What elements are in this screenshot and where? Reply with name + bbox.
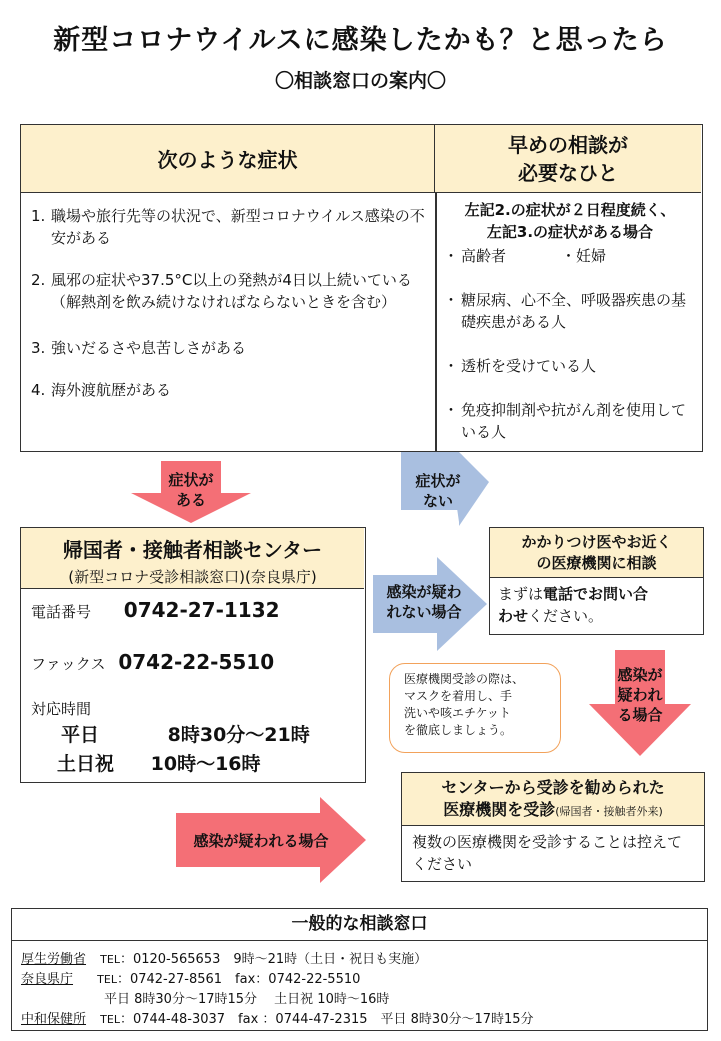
holiday-hours-row: [57, 749, 261, 776]
hours-label: 対応時間: [31, 700, 92, 718]
note-line1: 医療機関受診の際は、: [404, 672, 525, 686]
bullet: ・: [443, 357, 459, 375]
not-suspected-line2: れない場合: [386, 603, 462, 621]
mhlw-name[interactable]: 厚生労働省: [21, 952, 87, 967]
symptom-list: [31, 205, 431, 421]
family-doctor-body-bold1: 電話でお問い合: [543, 585, 649, 603]
tel-number[interactable]: 0742-27-1132: [123, 598, 280, 622]
weekday-hours-row: [61, 720, 310, 747]
suspected-right-label: [612, 665, 668, 725]
elderly-label: 高齢者: [461, 247, 507, 265]
symptom-text: 職場や旅行先等の状況で、新型コロナウイルス感染の不安がある: [51, 207, 425, 247]
general-consultation-box: [11, 908, 708, 1031]
suspected-right-line1: 感染が: [617, 666, 663, 684]
early-header-line1: 早めの相談が: [508, 132, 628, 157]
center-tel-row: [31, 598, 280, 622]
tel-label: 電話番号: [31, 603, 92, 621]
family-doctor-head-line1: かかりつけ医やお近く: [521, 533, 672, 551]
symptom-table: [20, 124, 703, 452]
symptom-yes-line1: 症状が: [168, 471, 214, 489]
early-item-immuno: [441, 399, 699, 443]
symptom-item-1: [31, 205, 431, 249]
early-item-text: 透析を受けている人: [461, 357, 597, 375]
mhlw-tel-label: TEL: [100, 953, 120, 966]
symptom-yes-line2: ある: [175, 491, 206, 509]
page-title: 新型コロナウイルスに感染したかも？と思ったら: [53, 25, 668, 56]
chuwa-name[interactable]: 中和保健所: [21, 1012, 87, 1027]
suspected-bottom-label: 感染が疑われる場合: [193, 832, 329, 850]
fax-number: 0742-22-5510: [118, 650, 275, 674]
family-doctor-box: [489, 527, 704, 635]
early-item-text: 糖尿病、心不全、呼吸器疾患の基礎疾患がある人: [461, 291, 687, 331]
center-subname: (新型コロナ受診相談窓口)(奈良県庁): [68, 568, 317, 586]
consultation-center-box: [20, 527, 366, 783]
nara-name[interactable]: 奈良県庁: [21, 972, 74, 987]
holiday-hours: 10時～16時: [150, 753, 261, 775]
not-suspected-line1: 感染が疑わ: [386, 583, 462, 601]
nara-info: ：0742-27-8561 fax：0742-22-5510: [116, 972, 361, 987]
chuwa-tel-label: TEL: [100, 1013, 120, 1026]
page-subtitle: 〇相談窓口の案内〇: [274, 70, 446, 92]
symptom-text: 海外渡航歴がある: [51, 381, 172, 399]
center-fax-row: [31, 650, 274, 674]
early-item-elderly-pregnant: [441, 245, 699, 267]
general-header: 一般的な相談窓口: [12, 909, 707, 941]
recommended-body: 複数の医療機関を受診することは控えてください: [412, 833, 683, 873]
recommended-head-line2: 医療機関を受診: [443, 800, 556, 819]
fax-label: ファックス: [31, 655, 106, 673]
nara-tel-label: TEL: [97, 973, 117, 986]
family-doctor-head-line2: の医療機関に相談: [536, 554, 657, 572]
bullet: ・: [443, 247, 459, 265]
pregnant-label: ・妊婦: [561, 247, 607, 265]
mhlw-row: [21, 948, 427, 967]
bullet: ・: [443, 291, 459, 309]
family-doctor-body-pre: まずは: [498, 585, 544, 603]
symptom-number: 3.: [31, 339, 46, 357]
recommended-header: [402, 773, 704, 826]
bullet: ・: [443, 401, 459, 419]
note-line4: を徹底しましょう。: [404, 723, 513, 737]
symptom-number: 2.: [31, 271, 46, 289]
recommended-head-line1: センターから受診を勧められた: [441, 778, 665, 797]
early-item-dialysis: [441, 355, 699, 377]
center-header: [21, 528, 364, 589]
symptom-text: 風邪の症状や37.5°C以上の発熱が4日以上続いている（解熱剤を飲み続けなければならないときを含む）: [51, 271, 412, 311]
suspected-right-line2: 疑われ: [617, 686, 663, 704]
family-doctor-body-post: ください。: [528, 607, 604, 625]
hygiene-note: [389, 663, 561, 753]
chuwa-row: [21, 1008, 534, 1027]
symptom-no-line2: ない: [422, 492, 453, 510]
early-condition-line1: 左記2.の症状が２日程度続く、: [464, 201, 676, 219]
symptoms-header: 次のような症状: [21, 125, 435, 193]
recommended-clinic-box: [401, 772, 705, 882]
symptom-item-2: [31, 269, 431, 313]
symptom-no-line1: 症状が: [415, 472, 461, 490]
symptom-no-label: [408, 471, 468, 511]
chuwa-info: ：0744-48-3037 fax ：0744-47-2315 平日 8時30分～17時15分: [119, 1012, 534, 1027]
center-name: 帰国者・接触者相談センター: [62, 538, 323, 562]
nara-row: [21, 968, 360, 987]
weekday-hours: 8時30分～21時: [167, 724, 310, 746]
symptom-item-4: [31, 379, 431, 401]
note-line3: 洗いや咳エチケット: [404, 706, 511, 720]
holiday-label: 土日祝: [57, 753, 115, 775]
family-doctor-body-bold2: わせ: [498, 607, 529, 625]
note-line2: マスクを着用し、手: [404, 689, 513, 703]
early-consult-header: [435, 125, 701, 193]
family-doctor-body: [490, 578, 703, 632]
symptom-number: 4.: [31, 381, 46, 399]
early-condition: [441, 199, 699, 243]
weekday-label: 平日: [61, 724, 100, 746]
early-header-line2: 必要なひと: [518, 160, 618, 185]
recommended-head-note: (帰国者・接触者外来): [555, 805, 663, 818]
symptom-yes-label: [161, 470, 221, 510]
table-divider: [435, 193, 437, 451]
symptom-number: 1.: [31, 207, 46, 225]
mhlw-info: ：0120-565653 9時～21時（土日・祝日も実施）: [119, 952, 428, 967]
nara-hours: 平日 8時30分～17時15分 土日祝 10時～16時: [104, 992, 390, 1007]
early-item-text: 免疫抑制剤や抗がん剤を使用している人: [461, 401, 687, 441]
family-doctor-header: [490, 528, 703, 578]
symptom-item-3: [31, 337, 431, 359]
symptom-text: 強いだるさや息苦しさがある: [51, 339, 247, 357]
early-item-chronic: [441, 289, 699, 333]
suspected-right-line3: る場合: [617, 706, 663, 724]
not-suspected-label: [376, 582, 472, 622]
early-condition-line2: 左記3.の症状がある場合: [486, 223, 654, 241]
early-consult-list: [441, 199, 699, 465]
